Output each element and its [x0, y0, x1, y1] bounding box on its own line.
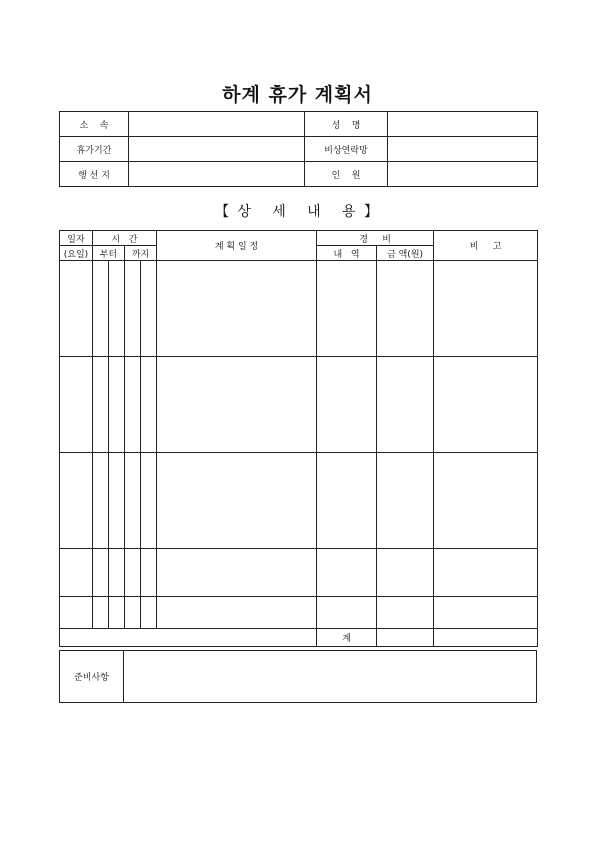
- expense-item-cell[interactable]: [317, 357, 377, 453]
- to-min-cell[interactable]: [141, 453, 157, 549]
- emergency-contact-label: 비상연락망: [305, 137, 388, 162]
- from-min-cell[interactable]: [109, 453, 125, 549]
- to-hour-cell[interactable]: [125, 261, 141, 357]
- remarks-cell[interactable]: [434, 357, 538, 453]
- schedule-cell[interactable]: [157, 549, 317, 597]
- destination-label: 행 선 지: [60, 162, 129, 187]
- expense-item-header: 내 역: [317, 246, 377, 261]
- period-label: 휴가기간: [60, 137, 129, 162]
- to-min-cell[interactable]: [141, 357, 157, 453]
- remarks-cell[interactable]: [434, 261, 538, 357]
- time-header: 시 간: [93, 231, 157, 246]
- remarks-cell[interactable]: [434, 597, 538, 629]
- name-field[interactable]: [388, 112, 538, 137]
- expense-amount-cell[interactable]: [377, 357, 434, 453]
- remarks-cell[interactable]: [434, 453, 538, 549]
- from-header: 부터: [93, 246, 125, 261]
- table-row: [60, 549, 538, 597]
- destination-field[interactable]: [129, 162, 305, 187]
- total-remarks-cell[interactable]: [434, 629, 538, 647]
- from-min-cell[interactable]: [109, 549, 125, 597]
- remarks-header: 비 고: [434, 231, 538, 261]
- detail-table: [59, 230, 538, 647]
- schedule-cell[interactable]: [157, 597, 317, 629]
- weekday-header: (요일): [60, 246, 93, 261]
- to-hour-cell[interactable]: [125, 549, 141, 597]
- period-field[interactable]: [129, 137, 305, 162]
- expense-item-cell[interactable]: [317, 597, 377, 629]
- schedule-cell[interactable]: [157, 357, 317, 453]
- table-row: [60, 597, 538, 629]
- from-hour-cell[interactable]: [93, 453, 109, 549]
- date-cell[interactable]: [60, 549, 93, 597]
- expense-item-cell[interactable]: [317, 453, 377, 549]
- schedule-cell[interactable]: [157, 453, 317, 549]
- to-min-cell[interactable]: [141, 261, 157, 357]
- section-title: 【 상 세 내 용 】: [214, 204, 381, 220]
- document-title: 하계 휴가 계획서: [222, 84, 373, 106]
- remarks-cell[interactable]: [434, 549, 538, 597]
- from-hour-cell[interactable]: [93, 597, 109, 629]
- schedule-cell[interactable]: [157, 261, 317, 357]
- from-min-cell[interactable]: [109, 261, 125, 357]
- date-cell[interactable]: [60, 261, 93, 357]
- date-cell[interactable]: [60, 597, 93, 629]
- emergency-contact-field[interactable]: [388, 137, 538, 162]
- preparation-field[interactable]: [124, 651, 537, 703]
- to-min-cell[interactable]: [141, 597, 157, 629]
- to-hour-cell[interactable]: [125, 597, 141, 629]
- to-hour-cell[interactable]: [125, 357, 141, 453]
- people-label: 인 원: [305, 162, 388, 187]
- expense-amount-cell[interactable]: [377, 261, 434, 357]
- total-amount-cell[interactable]: [377, 629, 434, 647]
- from-hour-cell[interactable]: [93, 261, 109, 357]
- total-row: [60, 629, 538, 647]
- date-cell[interactable]: [60, 453, 93, 549]
- preparation-label: 준비사항: [60, 651, 124, 703]
- expense-item-cell[interactable]: [317, 549, 377, 597]
- date-header: 일자: [60, 231, 93, 246]
- table-row: [60, 453, 538, 549]
- expense-amount-cell[interactable]: [377, 549, 434, 597]
- table-row: [60, 357, 538, 453]
- schedule-header: 계 획 일 정: [157, 231, 317, 261]
- affiliation-label: 소 속: [60, 112, 129, 137]
- to-header: 까지: [125, 246, 157, 261]
- total-label: 계: [317, 629, 377, 647]
- expense-item-cell[interactable]: [317, 261, 377, 357]
- date-cell[interactable]: [60, 357, 93, 453]
- expense-amount-cell[interactable]: [377, 597, 434, 629]
- from-hour-cell[interactable]: [93, 549, 109, 597]
- table-row: [60, 261, 538, 357]
- from-min-cell[interactable]: [109, 357, 125, 453]
- info-table: [59, 111, 538, 187]
- to-min-cell[interactable]: [141, 549, 157, 597]
- expense-amount-header: 금 액(원): [377, 246, 434, 261]
- people-field[interactable]: [388, 162, 538, 187]
- to-hour-cell[interactable]: [125, 453, 141, 549]
- total-blank: [60, 629, 317, 647]
- expense-header: 경 비: [317, 231, 434, 246]
- preparation-table: [59, 650, 537, 703]
- name-label: 성 명: [305, 112, 388, 137]
- from-min-cell[interactable]: [109, 597, 125, 629]
- affiliation-field[interactable]: [129, 112, 305, 137]
- expense-amount-cell[interactable]: [377, 453, 434, 549]
- from-hour-cell[interactable]: [93, 357, 109, 453]
